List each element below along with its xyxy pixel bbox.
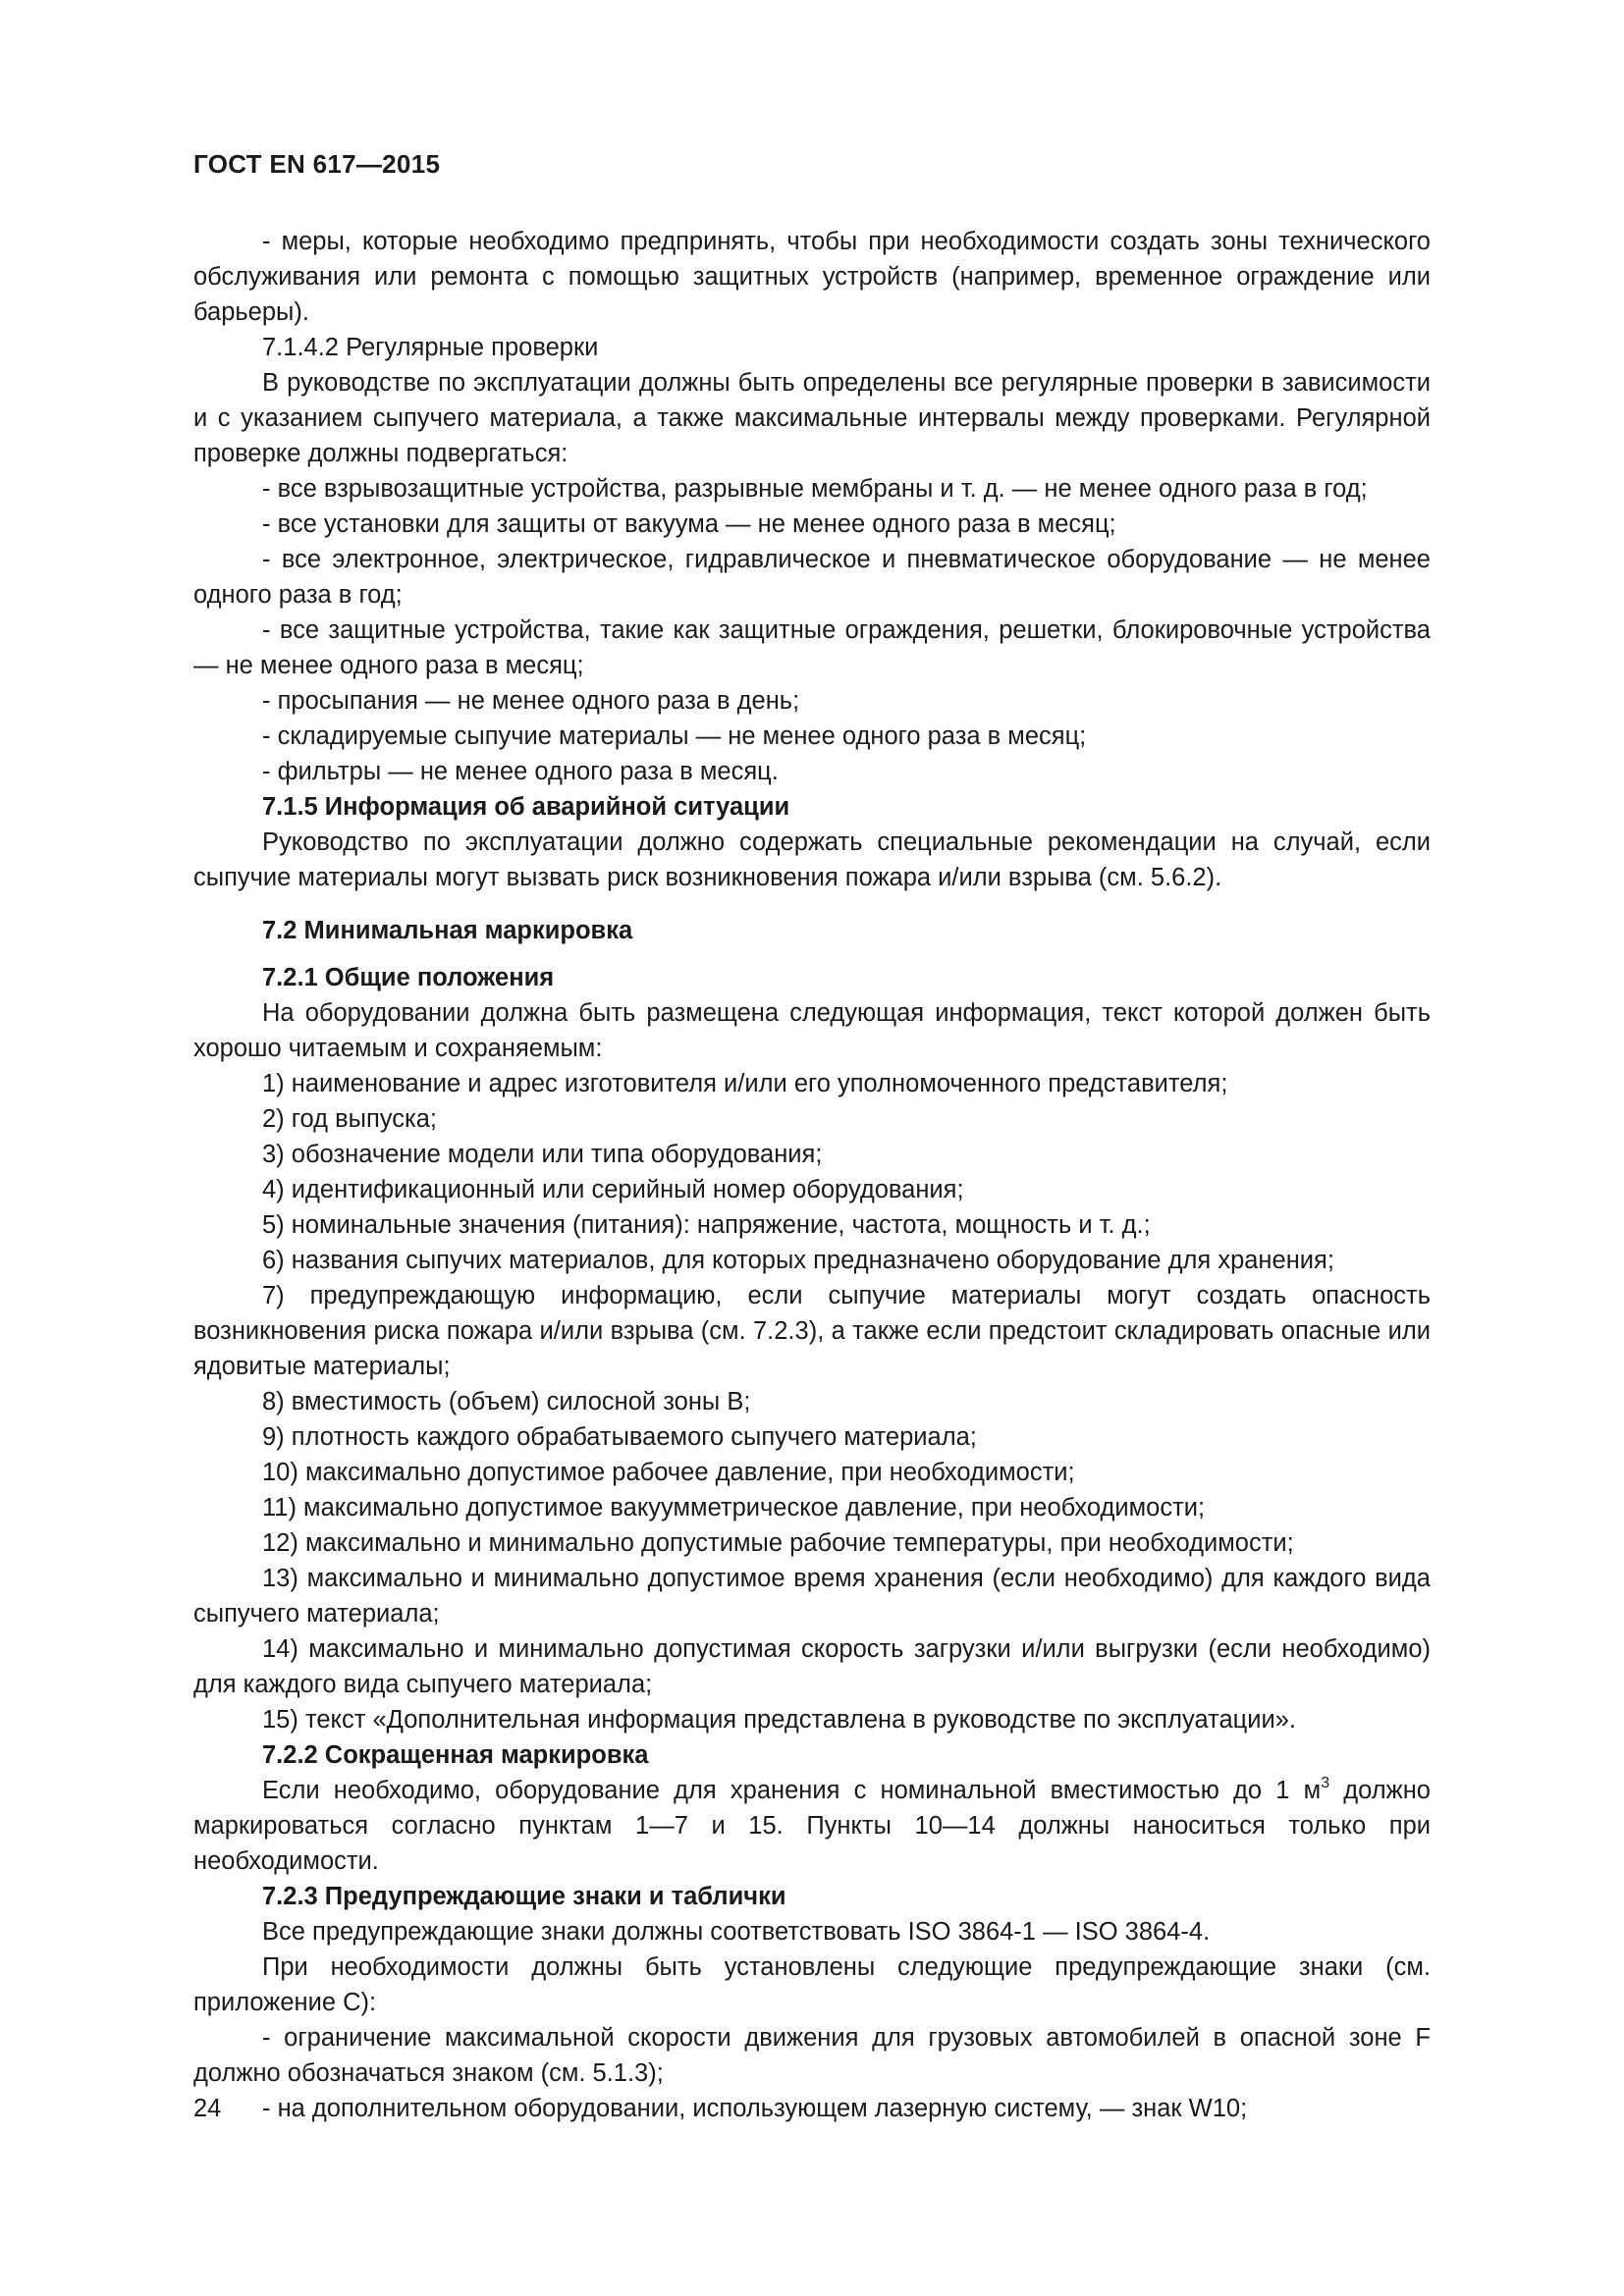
list-item: 1) наименование и адрес изготовителя и/или его уполномоченного представителя; [262, 1070, 1228, 1097]
list-item: 4) идентификационный или серийный номер оборудования; [262, 1176, 964, 1203]
section-heading: 7.1.5 Информация об аварийной ситуации [262, 793, 790, 821]
paragraph-text: должно маркироваться согласно пунктам 1—7 и 15. Пункты 10—14 должны наноситься только при необходимости. [193, 1777, 1431, 1875]
paragraph: Руководство по эксплуатации должно содержать специальные рекомендации на случай, если сыпучие материалы могут вызвать риск возникновения пожара и/или взрыва (см. 5.6.2). [193, 828, 1431, 891]
list-item: 2) год выпуска; [262, 1105, 437, 1133]
document-body [193, 224, 1431, 2126]
paragraph-text: Если необходимо, оборудование для хранения с номинальной вместимостью до 1 м [262, 1777, 1322, 1804]
list-item: 6) названия сыпучих материалов, для которых предназначено оборудование для хранения; [262, 1247, 1334, 1274]
list-item: - ограничение максимальной скорости движения для грузовых автомобилей в опасной зоне F должно обозначаться знаком (см. 5.1.3); [193, 2024, 1431, 2087]
list-item: - все электронное, электрическое, гидравлическое и пневматическое оборудование — не менее одного раза в год; [193, 546, 1431, 609]
list-item: 9) плотность каждого обрабатываемого сыпучего материала; [262, 1423, 977, 1451]
list-item: 3) обозначение модели или типа оборудования; [262, 1141, 823, 1168]
paragraph: В руководстве по эксплуатации должны быть определены все регулярные проверки в зависимости и с указанием сыпучего материала, а также максимальные интервалы между проверками. Регулярной проверке должны подвергаться: [193, 369, 1431, 467]
section-heading: 7.2.3 Предупреждающие знаки и таблички [262, 1883, 786, 1910]
section-heading: 7.2.1 Общие положения [262, 964, 555, 991]
page-number: 24 [193, 2095, 222, 2122]
list-item: - просыпания — не менее одного раза в день; [262, 687, 800, 715]
list-item: 10) максимально допустимое рабочее давление, при необходимости; [262, 1459, 1075, 1486]
list-item: 12) максимально и минимально допустимые рабочие температуры, при необходимости; [262, 1529, 1294, 1557]
paragraph [193, 1773, 1431, 1879]
list-item: 15) текст «Дополнительная информация представлена в руководстве по эксплуатации». [262, 1706, 1296, 1734]
list-item: - все защитные устройства, такие как защитные ограждения, решетки, блокировочные устройства — не менее одного раза в месяц; [193, 616, 1431, 679]
list-item: 8) вместимость (объем) силосной зоны В; [262, 1388, 751, 1415]
paragraph: Все предупреждающие знаки должны соответствовать ISO 3864-1 — ISO 3864-4. [262, 1918, 1211, 1946]
document-code-header: ГОСТ EN 617—2015 [193, 149, 441, 179]
list-item: - фильтры — не менее одного раза в месяц. [262, 758, 779, 785]
list-item: 14) максимально и минимально допустимая скорость загрузки и/или выгрузки (если необходимо) для каждого вида сыпучего материала; [193, 1635, 1431, 1698]
section-heading: 7.2.2 Сокращенная маркировка [262, 1741, 649, 1769]
list-item: - все взрывозащитные устройства, разрывные мембраны и т. д. — не менее одного раза в год; [262, 475, 1368, 503]
list-item: - все установки для защиты от вакуума — не менее одного раза в месяц; [262, 510, 1116, 538]
section-heading: 7.2 Минимальная маркировка [262, 917, 633, 944]
list-item: 13) максимально и минимально допустимое время хранения (если необходимо) для каждого вида сыпучего материала; [193, 1565, 1431, 1628]
list-item: - на дополнительном оборудовании, использующем лазерную систему, — знак W10; [262, 2095, 1248, 2122]
list-item: 5) номинальные значения (питания): напряжение, частота, мощность и т. д.; [262, 1211, 1151, 1239]
clause-title: 7.1.4.2 Регулярные проверки [262, 334, 599, 361]
paragraph: - меры, которые необходимо предпринять, чтобы при необходимости создать зоны технического обслуживания или ремонта с помощью защитных устройств (например, временное ограждение или барьеры). [193, 228, 1431, 326]
list-item: 7) предупреждающую информацию, если сыпучие материалы могут создать опасность возникновения риска пожара и/или взрыва (см. 7.2.3), а также если предстоит складировать опасные или ядовитые материалы; [193, 1282, 1431, 1380]
list-item: 11) максимально допустимое вакуумметрическое давление, при необходимости; [262, 1494, 1206, 1522]
list-item: - складируемые сыпучие материалы — не менее одного раза в месяц; [262, 722, 1087, 750]
paragraph: При необходимости должны быть установлены следующие предупреждающие знаки (см. приложение С): [193, 1953, 1431, 2016]
superscript: 3 [1321, 1775, 1330, 1791]
paragraph: На оборудовании должна быть размещена следующая информация, текст которой должен быть хорошо читаемым и сохраняемым: [193, 999, 1431, 1062]
